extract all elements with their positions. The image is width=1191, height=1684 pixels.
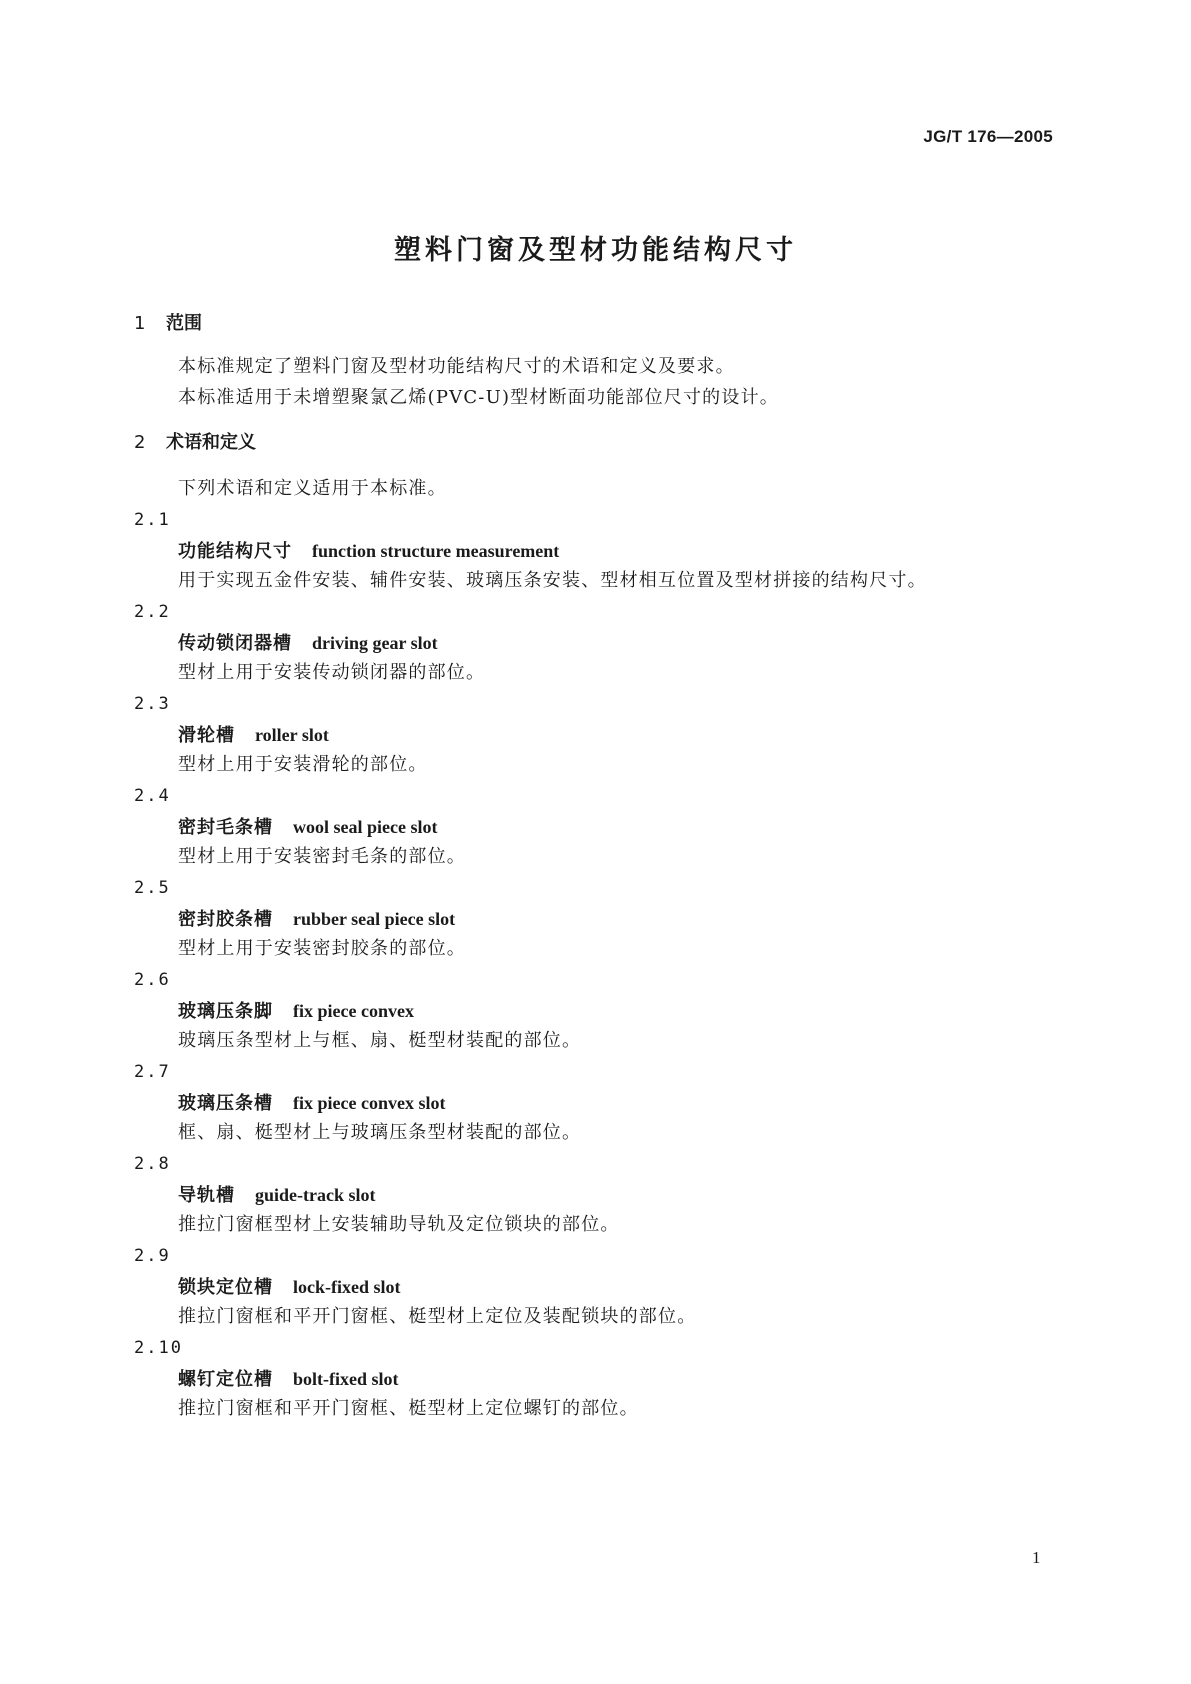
term-name-en: rubber seal piece slot — [293, 909, 456, 929]
term-name — [178, 907, 455, 931]
term-definition: 框、扇、梃型材上与玻璃压条型材装配的部位。 — [178, 1122, 582, 1143]
term-definition: 型材上用于安装密封胶条的部位。 — [178, 938, 466, 959]
term-name-zh: 螺钉定位槽 — [178, 1369, 273, 1390]
term-number: 2.3 — [134, 694, 171, 714]
term-number: 2.10 — [134, 1338, 183, 1358]
term-name-zh: 导轨槽 — [178, 1185, 235, 1206]
term-name-en: lock-fixed slot — [293, 1277, 401, 1297]
term-number: 2.1 — [134, 510, 171, 530]
term-name-zh: 密封胶条槽 — [178, 909, 273, 930]
scope-paragraph: 本标准规定了塑料门窗及型材功能结构尺寸的术语和定义及要求。 — [178, 356, 735, 377]
term-definition: 推拉门窗框和平开门窗框、梃型材上定位及装配锁块的部位。 — [178, 1306, 697, 1327]
section-number: 2 — [134, 432, 146, 453]
term-number: 2.5 — [134, 878, 171, 898]
term-name-zh: 锁块定位槽 — [178, 1277, 273, 1298]
term-definition: 推拉门窗框型材上安装辅助导轨及定位锁块的部位。 — [178, 1214, 620, 1235]
term-name-zh: 传动锁闭器槽 — [178, 633, 292, 654]
page-number: 1 — [1032, 1548, 1041, 1567]
term-name-zh: 滑轮槽 — [178, 725, 235, 746]
term-name — [178, 1367, 399, 1391]
term-number: 2.9 — [134, 1246, 171, 1266]
term-definition: 型材上用于安装密封毛条的部位。 — [178, 846, 466, 867]
term-name-en: bolt-fixed slot — [293, 1369, 399, 1389]
term-name — [178, 1275, 401, 1299]
term-definition: 玻璃压条型材上与框、扇、梃型材装配的部位。 — [178, 1030, 582, 1051]
term-definition: 型材上用于安装滑轮的部位。 — [178, 754, 428, 775]
term-name — [178, 999, 414, 1023]
term-name-en: fix piece convex — [293, 1001, 414, 1021]
term-number: 2.6 — [134, 970, 171, 990]
term-name-en: function structure measurement — [312, 541, 560, 561]
term-number: 2.8 — [134, 1154, 171, 1174]
term-name-zh: 玻璃压条槽 — [178, 1093, 273, 1114]
section-title: 术语和定义 — [166, 432, 256, 453]
term-name-en: fix piece convex slot — [293, 1093, 446, 1113]
term-name-en: wool seal piece slot — [293, 817, 438, 837]
term-number: 2.4 — [134, 786, 171, 806]
scope-paragraph: 本标准适用于未增塑聚氯乙烯(PVC-U)型材断面功能部位尺寸的设计。 — [178, 387, 779, 408]
standard-code: JG/T 176—2005 — [923, 127, 1053, 146]
term-definition: 型材上用于安装传动锁闭器的部位。 — [178, 662, 486, 683]
term-name-zh: 密封毛条槽 — [178, 817, 273, 838]
terms-intro: 下列术语和定义适用于本标准。 — [178, 478, 447, 499]
section-heading-terms — [134, 431, 256, 455]
term-name-zh: 玻璃压条脚 — [178, 1001, 273, 1022]
term-definition: 用于实现五金件安装、辅件安装、玻璃压条安装、型材相互位置及型材拼接的结构尺寸。 — [178, 570, 927, 591]
section-number: 1 — [134, 313, 146, 334]
term-definition: 推拉门窗框和平开门窗框、梃型材上定位螺钉的部位。 — [178, 1398, 639, 1419]
term-name — [178, 631, 438, 655]
term-name — [178, 723, 329, 747]
section-title: 范围 — [166, 313, 202, 334]
term-name — [178, 539, 559, 563]
section-heading-scope — [134, 312, 202, 336]
term-name-en: driving gear slot — [312, 633, 438, 653]
term-name — [178, 1091, 445, 1115]
term-number: 2.2 — [134, 602, 171, 622]
term-number: 2.7 — [134, 1062, 171, 1082]
term-name-en: guide-track slot — [255, 1185, 376, 1205]
term-name — [178, 815, 437, 839]
term-name-en: roller slot — [255, 725, 329, 745]
term-name — [178, 1183, 376, 1207]
term-name-zh: 功能结构尺寸 — [178, 541, 292, 562]
document-title: 塑料门窗及型材功能结构尺寸 — [394, 235, 797, 266]
